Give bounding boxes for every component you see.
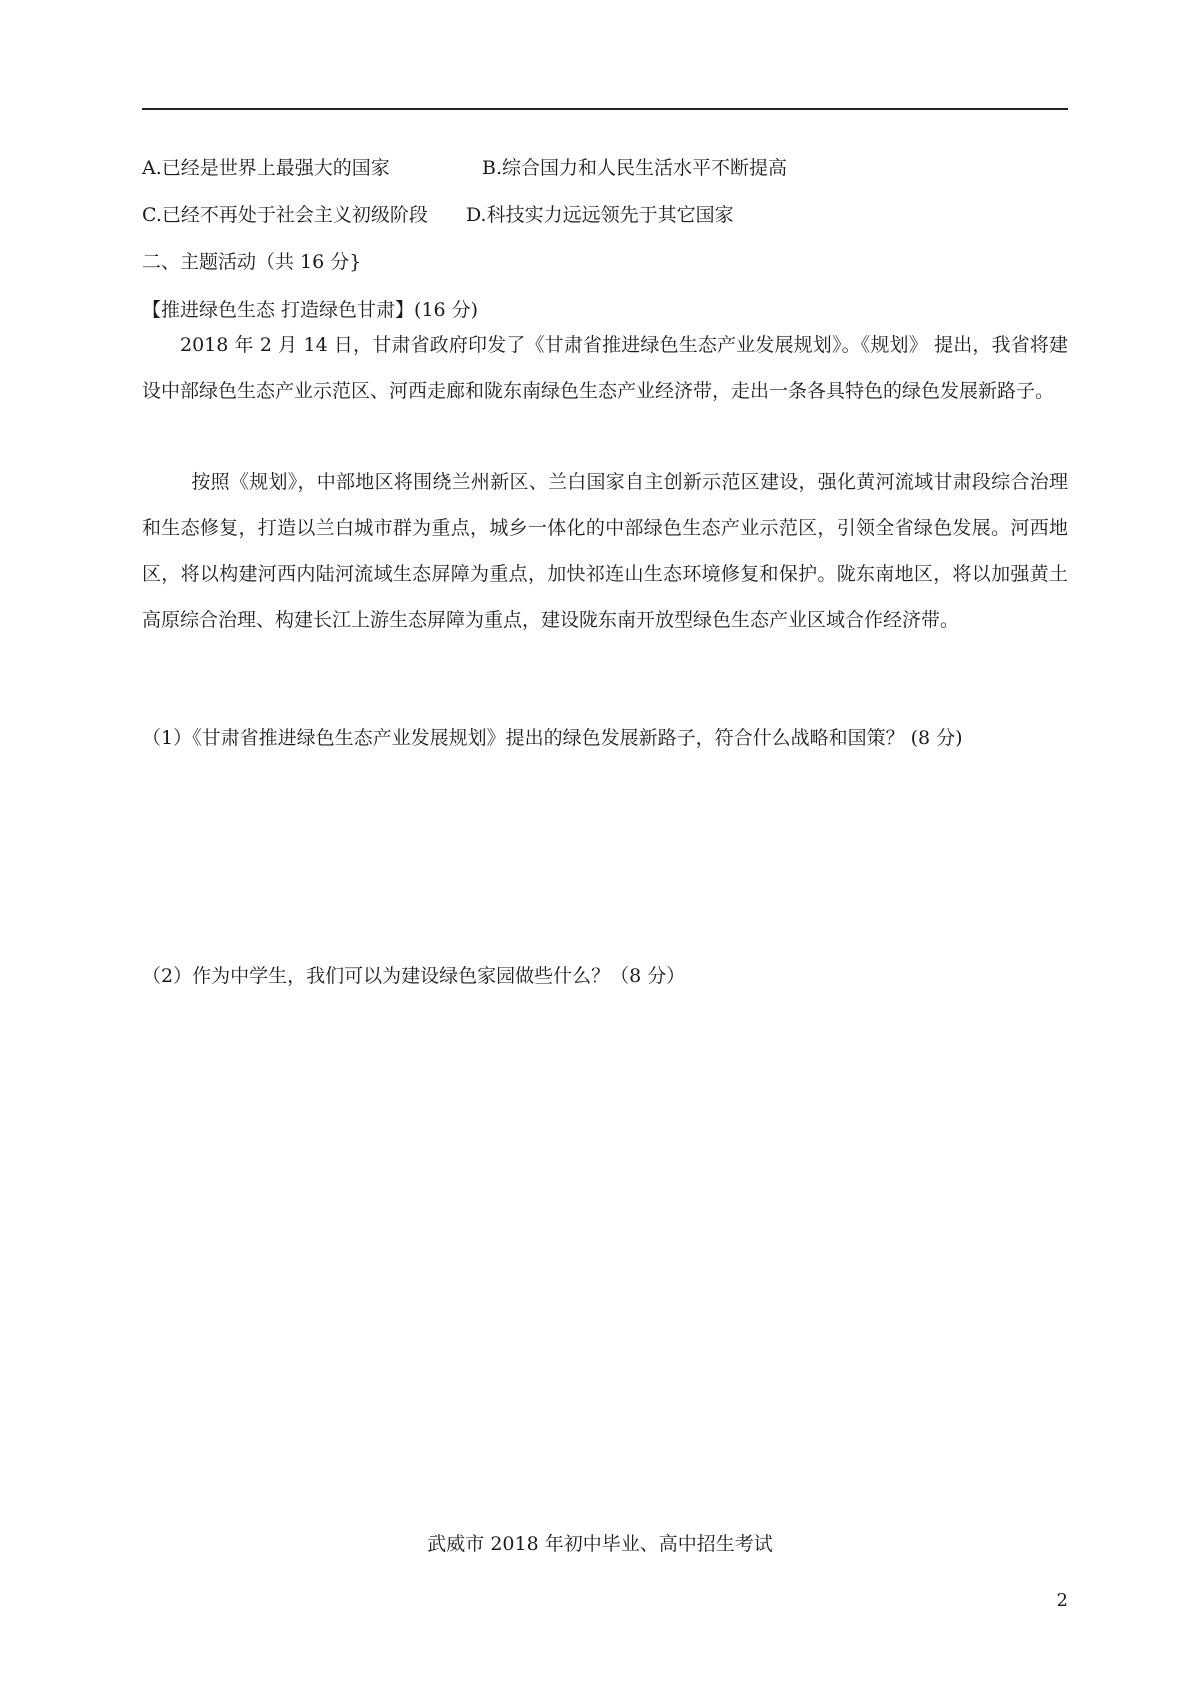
- exam-title: 武威市 2018 年初中毕业、高中招生考试: [427, 1533, 773, 1555]
- theme-title: 【推进绿色生态 打造绿色甘肃】(16 分): [142, 299, 479, 321]
- option-a: A.已经是世界上最强大的国家: [142, 157, 390, 179]
- option-c: C.已经不再处于社会主义初级阶段: [142, 204, 428, 226]
- section-heading: 二、主题活动（共 16 分}: [142, 251, 362, 273]
- option-d: D.科技实力远远领先于其它国家: [466, 204, 734, 226]
- page-number: 2: [1056, 1590, 1068, 1611]
- paragraph-2: 按照《规划》，中部地区将围绕兰州新区、兰白国家自主创新示范区建设，强化黄河流域甘肃段综合治理和生态修复，打造以兰白城市群为重点，城乡一体化的中部绿色生态产业示范区，引领全省绿色发展。河西地区，将以构建河西内陆河流域生态屏障为重点，加快祁连山生态环境修复和保护。陇东南地区，将以加强黄土高原综合治理、构建长江上游生态屏障为重点，建设陇东南开放型绿色生态产业区域合作经济带。: [142, 471, 1068, 631]
- question-1: （1）《甘肃省推进绿色生态产业发展规划》提出的绿色发展新路子，符合什么战略和国策？ (8 分): [142, 727, 963, 749]
- question-2: （2）作为中学生，我们可以为建设绿色家园做些什么？（8 分）: [142, 965, 686, 987]
- paragraph-1: 2018 年 2 月 14 日，甘肃省政府印发了《甘肃省推进绿色生态产业发展规划》。《规划》 提出，我省将建设中部绿色生态产业示范区、河西走廊和陇东南绿色生态产业经济带，走出一条各具特色的绿色发展新路子。: [142, 334, 1068, 402]
- option-b: B.综合国力和人民生活水平不断提高: [482, 157, 788, 179]
- header-rule: [142, 108, 1068, 110]
